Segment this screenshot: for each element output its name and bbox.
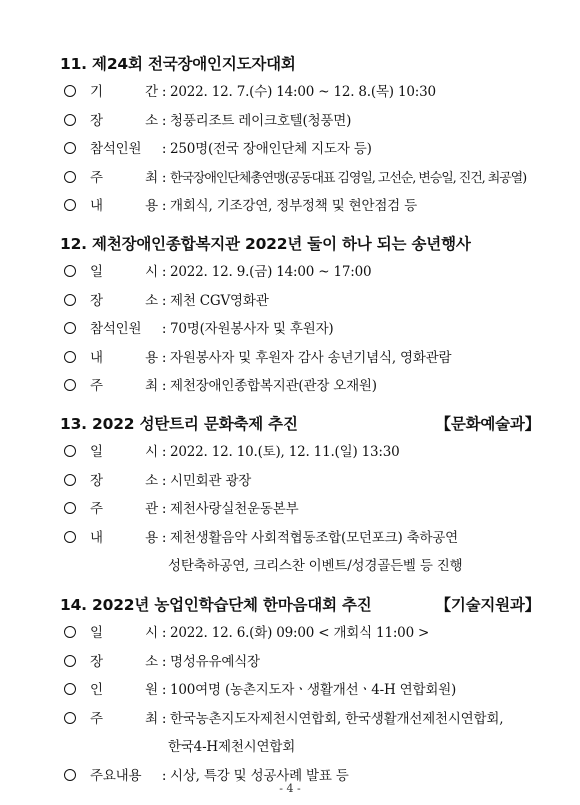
colon: :	[161, 653, 167, 670]
row-label: 주 최	[90, 710, 158, 727]
info-row-attendees	[60, 676, 540, 705]
row-value: 개회식, 기조강연, 정부정책 및 현안점검 등	[170, 198, 417, 214]
colon: :	[161, 710, 167, 727]
colon: :	[161, 141, 167, 157]
section-title: 13. 2022 성탄트리 문화축제 추진	[60, 415, 298, 433]
colon: :	[161, 292, 167, 309]
colon: :	[161, 169, 167, 186]
row-value: 제천 CGV영화관	[170, 292, 269, 309]
row-value: 한국장애인단체총연맹(공동대표 김영일, 고선순, 변승일, 진건, 최공열)	[170, 170, 527, 186]
row-label: 장 소	[90, 472, 158, 489]
row-label: 일 시	[90, 444, 158, 460]
row-label: 주 관	[90, 501, 158, 517]
section-13	[60, 412, 540, 581]
circle-bullet-icon	[64, 379, 76, 391]
circle-bullet-icon	[64, 85, 76, 97]
info-row-datetime	[60, 438, 540, 467]
row-label: 주요내용	[90, 767, 142, 784]
section-14	[60, 593, 540, 790]
section-heading	[60, 232, 540, 256]
circle-bullet-icon	[64, 502, 76, 514]
row-label: 내 용	[90, 529, 158, 546]
colon: :	[161, 444, 167, 460]
colon: :	[161, 501, 167, 517]
row-value: 250명(전국 장애인단체 지도자 등)	[170, 141, 372, 157]
department-label: 【기술지원과】	[435, 596, 540, 614]
section-title: 12. 제천장애인종합복지관 2022년 둘이 하나 되는 송년행사	[60, 235, 471, 253]
info-row-continuation	[60, 733, 540, 762]
row-label: 일 시	[90, 625, 158, 641]
circle-bullet-icon	[64, 474, 76, 486]
row-value: 청풍리조트 레이크호텔(청풍면)	[170, 112, 352, 129]
colon: :	[161, 682, 167, 698]
circle-bullet-icon	[64, 171, 76, 183]
info-row-content	[60, 192, 540, 221]
section-heading	[60, 412, 540, 436]
row-label: 참석인원	[90, 141, 142, 157]
row-label: 장 소	[90, 292, 158, 309]
row-value: 제천사랑실천운동본부	[170, 501, 299, 517]
colon: :	[161, 378, 167, 394]
row-label: 참석인원	[90, 321, 142, 337]
info-row-content	[60, 344, 540, 373]
row-value: 제천장애인종합복지관(관장 오재원)	[170, 378, 377, 394]
row-value: 한국농촌지도자제천시연합회, 한국생활개선제천시연합회,	[170, 710, 504, 727]
circle-bullet-icon	[64, 199, 76, 211]
info-row-content	[60, 524, 540, 553]
colon: :	[161, 84, 167, 100]
row-value: 2022. 12. 6.(화) 09:00 < 개회식 11:00 >	[170, 625, 430, 641]
info-row-period	[60, 78, 540, 107]
colon: :	[161, 112, 167, 129]
info-row-attendees	[60, 135, 540, 164]
circle-bullet-icon	[64, 712, 76, 724]
row-value: 시상, 특강 및 성공사례 발표 등	[170, 767, 349, 784]
circle-bullet-icon	[64, 114, 76, 126]
row-value: 시민회관 광장	[170, 472, 252, 489]
circle-bullet-icon	[64, 531, 76, 543]
circle-bullet-icon	[64, 445, 76, 457]
info-row-datetime	[60, 258, 540, 287]
section-title: 14. 2022년 농업인학습단체 한마음대회 추진	[60, 596, 372, 614]
circle-bullet-icon	[64, 626, 76, 638]
row-value: 명성유유예식장	[170, 653, 260, 670]
circle-bullet-icon	[64, 142, 76, 154]
row-label: 장 소	[90, 112, 158, 129]
row-label: 주 최	[90, 378, 158, 394]
circle-bullet-icon	[64, 683, 76, 695]
colon: :	[161, 198, 167, 214]
circle-bullet-icon	[64, 769, 76, 781]
row-label: 장 소	[90, 653, 158, 670]
row-label: 일 시	[90, 264, 158, 280]
row-label: 인 원	[90, 682, 158, 698]
info-row-datetime	[60, 619, 540, 648]
row-value: 2022. 12. 9.(금) 14:00 ~ 17:00	[170, 264, 372, 280]
row-value: 한국4-H제천시연합회	[168, 739, 296, 755]
row-value: 제천생활음악 사회적협동조합(모던포크) 축하공연	[170, 529, 458, 546]
colon: :	[161, 529, 167, 546]
section-11	[60, 52, 540, 221]
circle-bullet-icon	[64, 351, 76, 363]
row-label: 주 최	[90, 169, 158, 186]
section-heading	[60, 593, 540, 617]
colon: :	[161, 625, 167, 641]
colon: :	[161, 349, 167, 366]
row-value: 2022. 12. 7.(수) 14:00 ~ 12. 8.(목) 10:30	[170, 84, 436, 100]
department-label: 【문화예술과】	[435, 415, 540, 433]
info-row-organizer	[60, 495, 540, 524]
row-label: 내 용	[90, 198, 158, 214]
info-row-attendees	[60, 315, 540, 344]
colon: :	[161, 321, 167, 337]
info-row-host	[60, 372, 540, 401]
section-heading	[60, 52, 540, 76]
row-label: 내 용	[90, 349, 158, 366]
section-12	[60, 232, 540, 401]
circle-bullet-icon	[64, 655, 76, 667]
circle-bullet-icon	[64, 322, 76, 334]
info-row-host	[60, 705, 540, 734]
info-row-host	[60, 164, 540, 193]
row-value: 성탄축하공연, 크리스찬 이벤트/성경골든벨 등 진행	[168, 558, 463, 574]
colon: :	[161, 472, 167, 489]
colon: :	[161, 767, 167, 784]
info-row-place	[60, 648, 540, 677]
circle-bullet-icon	[64, 265, 76, 277]
row-value: 2022. 12. 10.(토), 12. 11.(일) 13:30	[170, 444, 400, 460]
info-row-place	[60, 467, 540, 496]
page-number: - 4 -	[279, 782, 301, 795]
row-value: 100여명 (농촌지도자ㆍ생활개선ㆍ4-H 연합회원)	[170, 682, 457, 698]
info-row-continuation	[60, 552, 540, 581]
row-value: 자원봉사자 및 후원자 감사 송년기념식, 영화관람	[170, 349, 452, 366]
info-row-place	[60, 287, 540, 316]
info-row-place	[60, 107, 540, 136]
row-label: 기 간	[90, 84, 158, 100]
colon: :	[161, 264, 167, 280]
section-title: 11. 제24회 전국장애인지도자대회	[60, 55, 296, 73]
circle-bullet-icon	[64, 294, 76, 306]
row-value: 70명(자원봉사자 및 후원자)	[170, 321, 334, 337]
